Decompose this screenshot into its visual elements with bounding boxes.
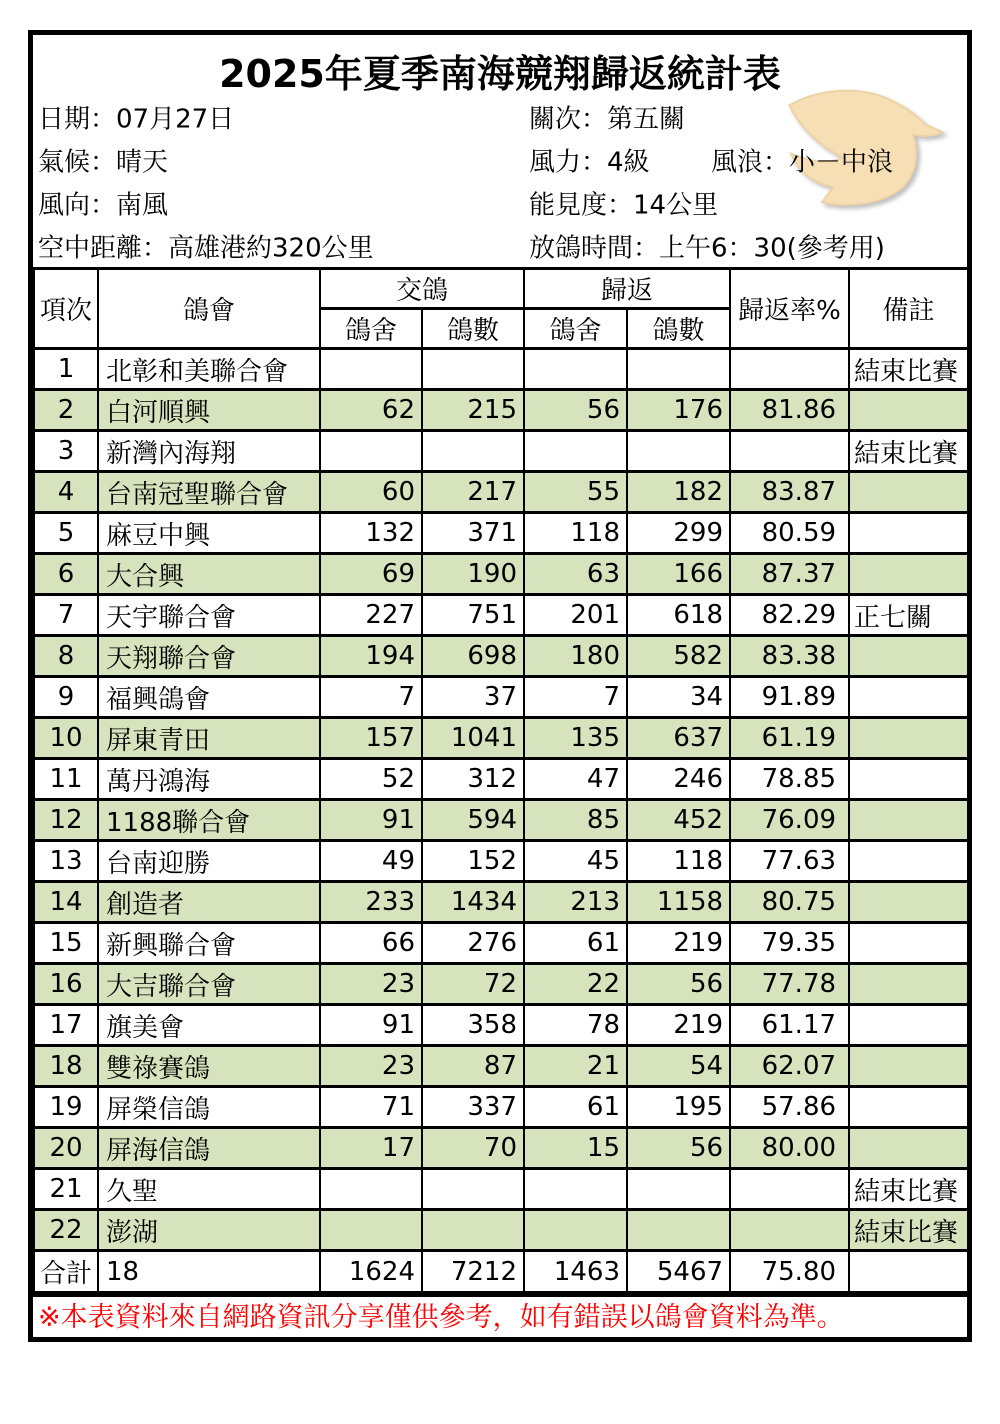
- note-cell: [849, 513, 968, 554]
- club-cell: 大吉聯合會: [98, 964, 320, 1005]
- delivered-count-cell: 87: [422, 1046, 524, 1087]
- header-returned-loft: 鴿舍: [524, 309, 627, 349]
- table-row: [34, 472, 968, 513]
- delivered-loft-cell: [320, 1210, 422, 1251]
- return-rate-cell: [730, 349, 849, 390]
- club-cell: 天宇聯合會: [98, 595, 320, 636]
- footer-note: ※本表資料來自網路資訊分享僅供參考，如有錯誤以鴿會資料為準。: [33, 1294, 967, 1337]
- returned-count-cell: 176: [627, 390, 730, 431]
- table-row: [34, 964, 968, 1005]
- delivered-loft-cell: 91: [320, 1005, 422, 1046]
- club-cell: 旗美會: [98, 1005, 320, 1046]
- info-visibility: 能見度：14公里: [529, 190, 719, 220]
- delivered-count-cell: 7212: [422, 1251, 524, 1293]
- header-delivered-loft: 鴿舍: [320, 309, 422, 349]
- return-rate-cell: 76.09: [730, 800, 849, 841]
- header-item-no: 項次: [34, 269, 98, 349]
- item-no-cell: 22: [34, 1210, 98, 1251]
- item-no-cell: 11: [34, 759, 98, 800]
- delivered-loft-cell: 60: [320, 472, 422, 513]
- delivered-loft-cell: [320, 349, 422, 390]
- returned-count-cell: [627, 1210, 730, 1251]
- note-cell: 正七關: [849, 595, 968, 636]
- delivered-loft-cell: 69: [320, 554, 422, 595]
- returned-loft-cell: 21: [524, 1046, 627, 1087]
- delivered-count-cell: 594: [422, 800, 524, 841]
- delivered-loft-cell: 71: [320, 1087, 422, 1128]
- item-no-cell: 21: [34, 1169, 98, 1210]
- info-line-4: [33, 224, 967, 267]
- return-rate-cell: 83.87: [730, 472, 849, 513]
- note-cell: [849, 759, 968, 800]
- delivered-loft-cell: 91: [320, 800, 422, 841]
- delivered-loft-cell: 1624: [320, 1251, 422, 1293]
- delivered-loft-cell: 227: [320, 595, 422, 636]
- table-row: [34, 595, 968, 636]
- item-no-cell: 19: [34, 1087, 98, 1128]
- note-cell: [849, 964, 968, 1005]
- delivered-count-cell: 1434: [422, 882, 524, 923]
- item-no-cell: 18: [34, 1046, 98, 1087]
- returned-count-cell: 34: [627, 677, 730, 718]
- header-note: 備註: [849, 269, 968, 349]
- return-rate-cell: [730, 1210, 849, 1251]
- delivered-count-cell: 371: [422, 513, 524, 554]
- returned-loft-cell: 180: [524, 636, 627, 677]
- header-delivered: 交鴿: [320, 269, 524, 309]
- returned-loft-cell: 118: [524, 513, 627, 554]
- delivered-count-cell: 276: [422, 923, 524, 964]
- statistics-sheet: [28, 30, 972, 1342]
- returned-loft-cell: 15: [524, 1128, 627, 1169]
- club-cell: 久聖: [98, 1169, 320, 1210]
- header-club: 鴿會: [98, 269, 320, 349]
- returned-count-cell: 246: [627, 759, 730, 800]
- table-row: [34, 841, 968, 882]
- delivered-loft-cell: 52: [320, 759, 422, 800]
- return-rate-cell: 80.75: [730, 882, 849, 923]
- note-cell: 結束比賽: [849, 431, 968, 472]
- info-weather: 氣候：晴天: [38, 147, 169, 177]
- delivered-count-cell: [422, 431, 524, 472]
- return-rate-cell: 62.07: [730, 1046, 849, 1087]
- delivered-loft-cell: 62: [320, 390, 422, 431]
- returned-loft-cell: 22: [524, 964, 627, 1005]
- returned-loft-cell: [524, 1210, 627, 1251]
- returned-count-cell: 618: [627, 595, 730, 636]
- table-row: [34, 1210, 968, 1251]
- returned-loft-cell: 56: [524, 390, 627, 431]
- total-label-cell: 合計: [34, 1251, 98, 1293]
- club-cell: 創造者: [98, 882, 320, 923]
- note-cell: [849, 636, 968, 677]
- table-row: [34, 349, 968, 390]
- club-cell: 天翔聯合會: [98, 636, 320, 677]
- header-return-rate: 歸返率%: [730, 269, 849, 349]
- delivered-count-cell: 337: [422, 1087, 524, 1128]
- returned-loft-cell: 61: [524, 1087, 627, 1128]
- note-cell: [849, 841, 968, 882]
- table-row: [34, 718, 968, 759]
- returned-loft-cell: 1463: [524, 1251, 627, 1293]
- item-no-cell: 14: [34, 882, 98, 923]
- delivered-count-cell: 312: [422, 759, 524, 800]
- club-cell: 台南迎勝: [98, 841, 320, 882]
- note-cell: [849, 923, 968, 964]
- returned-loft-cell: 213: [524, 882, 627, 923]
- info-wind-force: 風力：4級: [529, 147, 650, 177]
- info-air-distance: 空中距離：高雄港約320公里: [38, 233, 374, 263]
- info-date: 日期：07月27日: [38, 104, 235, 134]
- table-row: [34, 882, 968, 923]
- item-no-cell: 2: [34, 390, 98, 431]
- table-row: [34, 636, 968, 677]
- delivered-count-cell: [422, 1210, 524, 1251]
- returned-count-cell: 166: [627, 554, 730, 595]
- return-rate-cell: 61.17: [730, 1005, 849, 1046]
- delivered-loft-cell: 157: [320, 718, 422, 759]
- item-no-cell: 3: [34, 431, 98, 472]
- note-cell: [849, 1128, 968, 1169]
- club-cell: 屏榮信鴿: [98, 1087, 320, 1128]
- item-no-cell: 12: [34, 800, 98, 841]
- returned-loft-cell: [524, 1169, 627, 1210]
- club-cell: 白河順興: [98, 390, 320, 431]
- return-rate-cell: 79.35: [730, 923, 849, 964]
- club-cell: 萬丹鴻海: [98, 759, 320, 800]
- page-title: 2025年夏季南海競翔歸返統計表: [219, 52, 781, 96]
- club-cell: 台南冠聖聯合會: [98, 472, 320, 513]
- item-no-cell: 8: [34, 636, 98, 677]
- return-rate-cell: 80.59: [730, 513, 849, 554]
- note-cell: 結束比賽: [849, 1210, 968, 1251]
- note-cell: 結束比賽: [849, 349, 968, 390]
- returned-count-cell: 219: [627, 923, 730, 964]
- delivered-loft-cell: [320, 431, 422, 472]
- returned-loft-cell: [524, 349, 627, 390]
- delivered-loft-cell: 233: [320, 882, 422, 923]
- item-no-cell: 9: [34, 677, 98, 718]
- club-cell: 1188聯合會: [98, 800, 320, 841]
- item-no-cell: 5: [34, 513, 98, 554]
- note-cell: [849, 1046, 968, 1087]
- table-row: [34, 390, 968, 431]
- returned-loft-cell: [524, 431, 627, 472]
- table-row: [34, 1087, 968, 1128]
- club-cell: 雙祿賽鴿: [98, 1046, 320, 1087]
- return-rate-cell: 83.38: [730, 636, 849, 677]
- returned-count-cell: 219: [627, 1005, 730, 1046]
- table-row: [34, 1005, 968, 1046]
- returned-count-cell: 182: [627, 472, 730, 513]
- returned-loft-cell: 63: [524, 554, 627, 595]
- delivered-count-cell: 698: [422, 636, 524, 677]
- delivered-count-cell: 217: [422, 472, 524, 513]
- club-cell: 18: [98, 1251, 320, 1293]
- total-row: [34, 1251, 968, 1293]
- delivered-loft-cell: 49: [320, 841, 422, 882]
- note-cell: [849, 1087, 968, 1128]
- note-cell: [849, 800, 968, 841]
- table-row: [34, 1128, 968, 1169]
- table-row: [34, 923, 968, 964]
- returned-count-cell: 118: [627, 841, 730, 882]
- returned-count-cell: 56: [627, 1128, 730, 1169]
- table-row: [34, 554, 968, 595]
- note-cell: 結束比賽: [849, 1169, 968, 1210]
- return-rate-cell: 61.19: [730, 718, 849, 759]
- returned-count-cell: [627, 1169, 730, 1210]
- return-rate-cell: 57.86: [730, 1087, 849, 1128]
- returned-count-cell: 1158: [627, 882, 730, 923]
- return-rate-cell: 78.85: [730, 759, 849, 800]
- returned-count-cell: 54: [627, 1046, 730, 1087]
- return-rate-cell: 75.80: [730, 1251, 849, 1293]
- delivered-loft-cell: [320, 1169, 422, 1210]
- return-rate-cell: 82.29: [730, 595, 849, 636]
- returned-loft-cell: 78: [524, 1005, 627, 1046]
- info-line-3: [33, 181, 967, 224]
- table-row: [34, 1046, 968, 1087]
- delivered-count-cell: 358: [422, 1005, 524, 1046]
- returned-count-cell: 582: [627, 636, 730, 677]
- info-round: 關次：第五關: [529, 104, 686, 134]
- item-no-cell: 20: [34, 1128, 98, 1169]
- return-rate-cell: 87.37: [730, 554, 849, 595]
- club-cell: 福興鴿會: [98, 677, 320, 718]
- returned-loft-cell: 45: [524, 841, 627, 882]
- item-no-cell: 13: [34, 841, 98, 882]
- delivered-loft-cell: 194: [320, 636, 422, 677]
- header-delivered-count: 鴿數: [422, 309, 524, 349]
- returned-count-cell: [627, 431, 730, 472]
- returned-loft-cell: 201: [524, 595, 627, 636]
- delivered-count-cell: 70: [422, 1128, 524, 1169]
- returned-count-cell: 299: [627, 513, 730, 554]
- delivered-count-cell: 1041: [422, 718, 524, 759]
- note-cell: [849, 882, 968, 923]
- table-header: [34, 269, 968, 349]
- returned-count-cell: [627, 349, 730, 390]
- returned-count-cell: 195: [627, 1087, 730, 1128]
- item-no-cell: 1: [34, 349, 98, 390]
- returned-count-cell: 452: [627, 800, 730, 841]
- item-no-cell: 10: [34, 718, 98, 759]
- item-no-cell: 6: [34, 554, 98, 595]
- club-cell: 屏東青田: [98, 718, 320, 759]
- info-release-time: 放鴿時間：上午6：30(參考用): [529, 233, 885, 263]
- item-no-cell: 7: [34, 595, 98, 636]
- return-rate-cell: 77.63: [730, 841, 849, 882]
- return-rate-cell: [730, 431, 849, 472]
- returned-loft-cell: 47: [524, 759, 627, 800]
- note-cell: [849, 718, 968, 759]
- item-no-cell: 15: [34, 923, 98, 964]
- item-no-cell: 17: [34, 1005, 98, 1046]
- table-row: [34, 800, 968, 841]
- club-cell: 澎湖: [98, 1210, 320, 1251]
- delivered-loft-cell: 7: [320, 677, 422, 718]
- returned-count-cell: 56: [627, 964, 730, 1005]
- delivered-loft-cell: 17: [320, 1128, 422, 1169]
- return-rate-cell: 81.86: [730, 390, 849, 431]
- delivered-count-cell: 152: [422, 841, 524, 882]
- return-rate-cell: 77.78: [730, 964, 849, 1005]
- info-wind-direction: 風向：南風: [38, 190, 169, 220]
- item-no-cell: 16: [34, 964, 98, 1005]
- delivered-count-cell: [422, 349, 524, 390]
- info-area: [33, 95, 967, 267]
- note-cell: [849, 677, 968, 718]
- delivered-count-cell: 37: [422, 677, 524, 718]
- note-cell: [849, 554, 968, 595]
- returned-loft-cell: 55: [524, 472, 627, 513]
- delivered-loft-cell: 66: [320, 923, 422, 964]
- table-row: [34, 759, 968, 800]
- club-cell: 新興聯合會: [98, 923, 320, 964]
- table-row: [34, 1169, 968, 1210]
- info-line-2: [33, 138, 967, 181]
- note-cell: [849, 472, 968, 513]
- note-cell: [849, 1005, 968, 1046]
- table-row: [34, 677, 968, 718]
- club-cell: 屏海信鴿: [98, 1128, 320, 1169]
- return-rate-cell: [730, 1169, 849, 1210]
- table-row: [34, 513, 968, 554]
- returned-loft-cell: 7: [524, 677, 627, 718]
- delivered-count-cell: 215: [422, 390, 524, 431]
- header-returned-count: 鴿數: [627, 309, 730, 349]
- delivered-count-cell: 751: [422, 595, 524, 636]
- delivered-loft-cell: 132: [320, 513, 422, 554]
- item-no-cell: 4: [34, 472, 98, 513]
- returned-count-cell: 637: [627, 718, 730, 759]
- returned-loft-cell: 85: [524, 800, 627, 841]
- delivered-loft-cell: 23: [320, 1046, 422, 1087]
- table-row: [34, 431, 968, 472]
- delivered-count-cell: 72: [422, 964, 524, 1005]
- club-cell: 新灣內海翔: [98, 431, 320, 472]
- delivered-loft-cell: 23: [320, 964, 422, 1005]
- returned-count-cell: 5467: [627, 1251, 730, 1293]
- info-line-1: [33, 95, 967, 138]
- delivered-count-cell: 190: [422, 554, 524, 595]
- return-rate-cell: 91.89: [730, 677, 849, 718]
- note-cell: [849, 1251, 968, 1293]
- club-cell: 北彰和美聯合會: [98, 349, 320, 390]
- club-cell: 麻豆中興: [98, 513, 320, 554]
- header-returned: 歸返: [524, 269, 730, 309]
- return-rate-cell: 80.00: [730, 1128, 849, 1169]
- info-waves: 風浪：小－中浪: [711, 147, 894, 177]
- statistics-table: [33, 267, 969, 1294]
- returned-loft-cell: 61: [524, 923, 627, 964]
- delivered-count-cell: [422, 1169, 524, 1210]
- returned-loft-cell: 135: [524, 718, 627, 759]
- table-body: [34, 349, 968, 1293]
- note-cell: [849, 390, 968, 431]
- club-cell: 大合興: [98, 554, 320, 595]
